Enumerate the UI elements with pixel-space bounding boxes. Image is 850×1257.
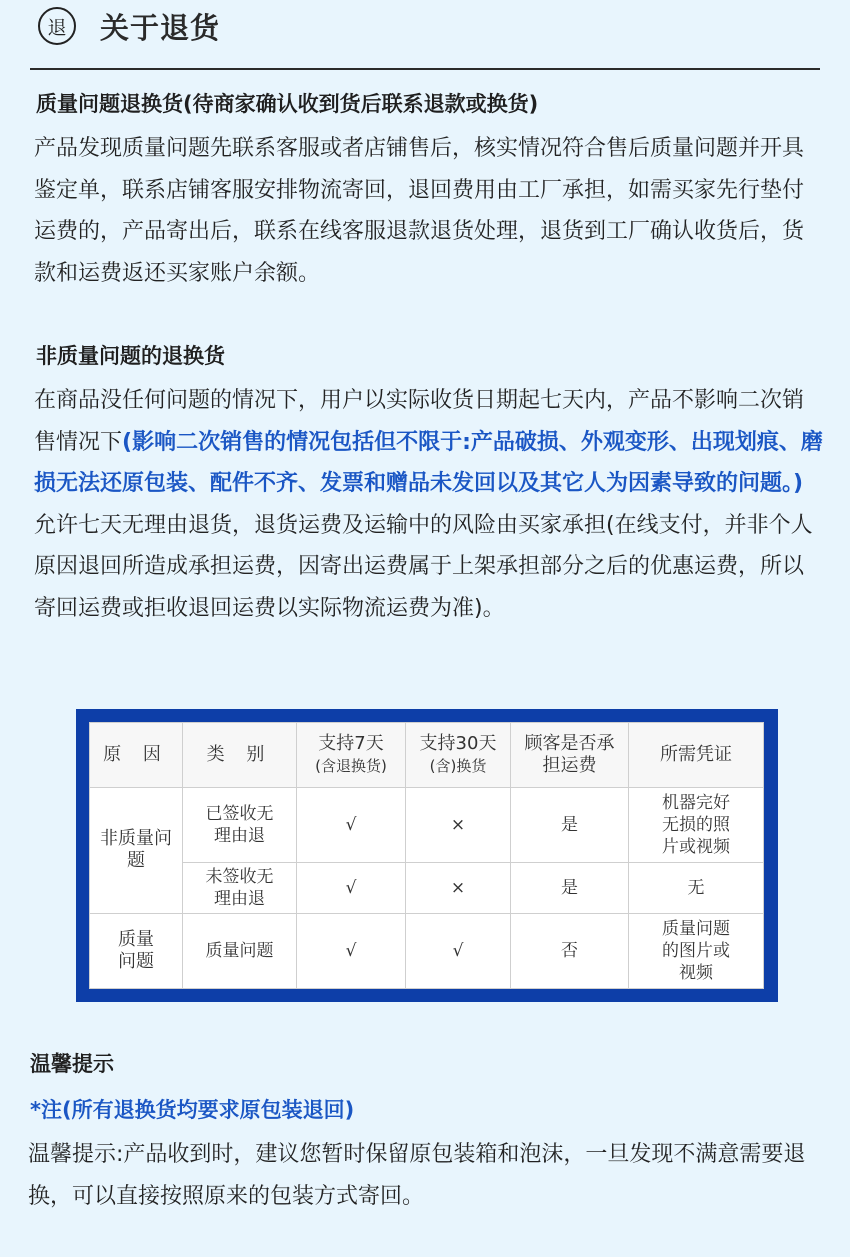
- return-icon: 退: [38, 7, 76, 45]
- page-header: [38, 4, 220, 48]
- check-mark-icon: √: [297, 863, 406, 914]
- nonquality-body-intro: 在商品没任何问题的情况下，用户以实际收货日期起七天内，产品不影响二次销售情况下: [34, 388, 805, 455]
- header-divider: [30, 68, 820, 70]
- table-row: [90, 913, 764, 988]
- check-mark-icon: √: [406, 913, 511, 988]
- tips-body: 温馨提示:产品收到时，建议您暂时保留原包装箱和泡沫，一旦发现不满意需要退换，可以直接按照原来的包装方式寄回。: [28, 1142, 806, 1209]
- tips-note: *注(所有退换货均要求原包装退回): [30, 1098, 355, 1122]
- row-category: 质量问题: [183, 913, 297, 988]
- group-quality: 质量问题: [90, 913, 183, 988]
- return-policy-table: [89, 722, 764, 989]
- row-customer-pays: 否: [511, 913, 629, 988]
- cross-mark-icon: ×: [406, 863, 511, 914]
- row-proof: 质量问题的图片或视频: [629, 913, 764, 988]
- nonquality-section-title: 非质量问题的退换货: [36, 344, 225, 368]
- row-category: 已签收无理由退: [183, 788, 297, 863]
- table-row: [90, 788, 764, 863]
- quality-section-body: 产品发现质量问题先联系客服或者店铺售后，核实情况符合售后质量问题并开具鉴定单，联系店铺客服安排物流寄回，退回费用由工厂承担，如需买家先行垫付运费的，产品寄出后，联系在线客服退款退货处理，退货到工厂确认收货后，货款和运费返还买家账户余额。: [34, 136, 805, 286]
- header-customer-pays: 顾客是否承担运费: [511, 723, 629, 788]
- group-nonquality: 非质量问题: [90, 788, 183, 914]
- table-row: [90, 863, 764, 914]
- row-proof: 机器完好无损的照片或视频: [629, 788, 764, 863]
- header-thirty-day: [406, 723, 511, 788]
- return-policy-table-frame: [76, 709, 778, 1002]
- tips-title: 温馨提示: [30, 1052, 114, 1076]
- nonquality-body-rest: 允许七天无理由退货，退货运费及运输中的风险由买家承担(在线支付，并非个人原因退回所造成承担运费，因寄出运费属于上架承担部分之后的优惠运费，所以寄回运费或拒收退回运费以实际物流运费为准)。: [34, 512, 813, 621]
- table-header-row: [90, 723, 764, 788]
- cross-mark-icon: ×: [406, 788, 511, 863]
- check-mark-icon: √: [297, 913, 406, 988]
- quality-section-title: 质量问题退换货(待商家确认收到货后联系退款或换货): [36, 92, 539, 116]
- header-seven-day-sub: (含退换货): [315, 757, 387, 775]
- row-proof: 无: [629, 863, 764, 914]
- nonquality-section-body: [34, 380, 824, 629]
- header-seven-day-label: 支持7天: [318, 733, 384, 754]
- page-title: 关于退货: [100, 10, 221, 45]
- row-customer-pays: 是: [511, 788, 629, 863]
- header-reason: 原 因: [90, 723, 183, 788]
- header-thirty-day-sub: (含)换货: [429, 757, 487, 775]
- header-seven-day: [297, 723, 406, 788]
- check-mark-icon: √: [297, 788, 406, 863]
- header-thirty-day-label: 支持30天: [419, 733, 497, 754]
- row-category: 未签收无理由退: [183, 863, 297, 914]
- nonquality-body-highlight: (影响二次销售的情况包括但不限于:产品破损、外观变形、出现划痕、磨损无法还原包装、配件不齐、发票和赠品未发回以及其它人为因素导致的问题。): [34, 429, 823, 496]
- header-proof: 所需凭证: [629, 723, 764, 788]
- header-category: 类 别: [183, 723, 297, 788]
- row-customer-pays: 是: [511, 863, 629, 914]
